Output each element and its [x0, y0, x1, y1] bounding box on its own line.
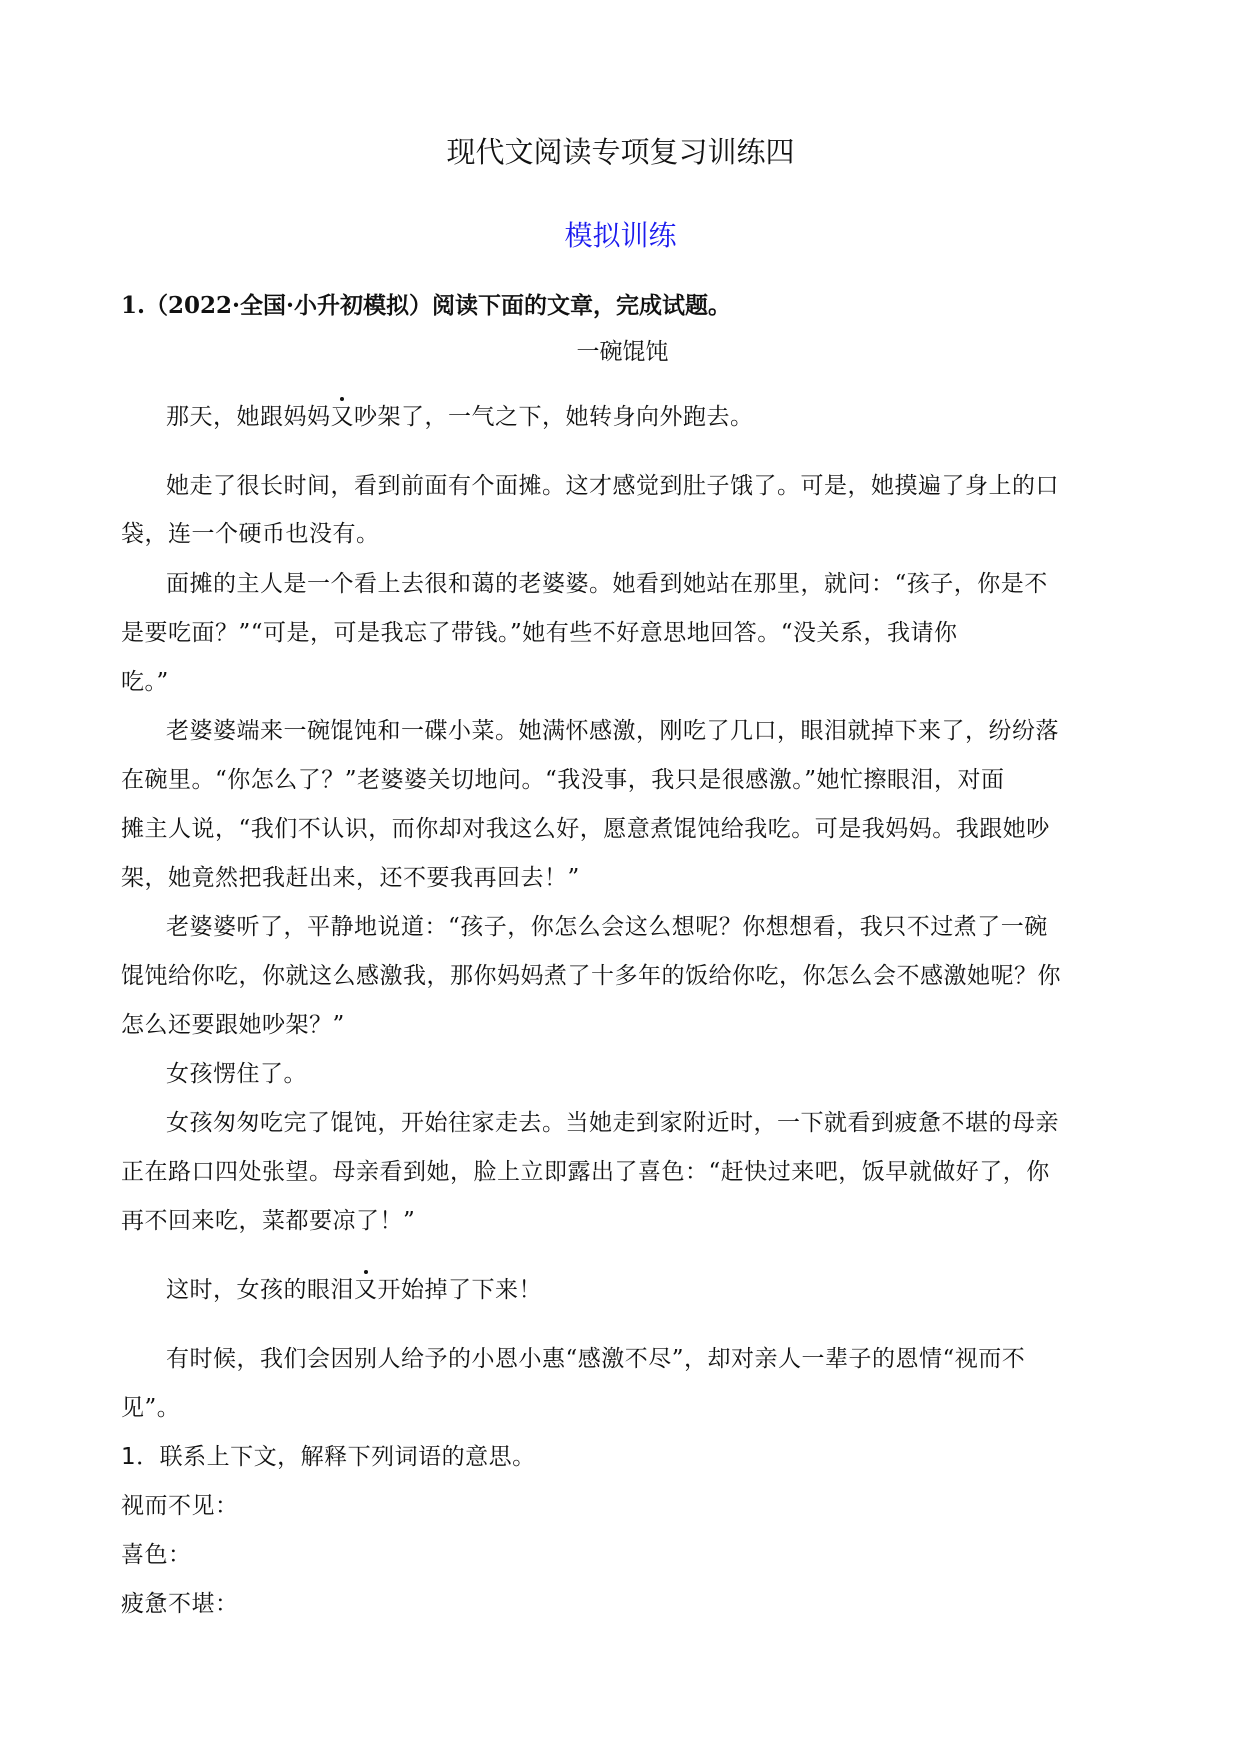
paragraph-line: 摊主人说，“我们不认识，而你却对我这么好，愿意煮馄饨给我吃。可是我妈妈。我跟她吵: [121, 816, 1050, 842]
paragraph-line: 怎么还要跟她吵架？”: [121, 1012, 345, 1038]
text-segment: 吵架了，一气之下，她转身向外跑去。: [354, 404, 754, 430]
text-segment: 那天，她跟妈妈: [166, 404, 331, 430]
paragraph-line: 吃。”: [121, 669, 169, 695]
paragraph-line: 面摊的主人是一个看上去很和蔼的老婆婆。她看到她站在那里，就问：“孩子，你是不: [166, 571, 1048, 597]
page-title: 现代文阅读专项复习训练四: [446, 135, 795, 169]
paragraph-line: 老婆婆听了，平静地说道：“孩子，你怎么会这么想呢？你想想看，我只不过煮了一碗: [166, 914, 1048, 940]
paragraph-line: 有时候，我们会因别人给予的小恩小惠“感激不尽”，却对亲人一辈子的恩情“视而不: [166, 1346, 1026, 1372]
text-segment: 开始掉了下来！: [377, 1277, 542, 1303]
answer-field-label: 疲惫不堪：: [121, 1591, 239, 1617]
paragraph-line: [166, 401, 754, 433]
question-heading: 1.（2022·全国·小升初模拟）阅读下面的文章，完成试题。: [121, 292, 732, 319]
text-segment: 这时，女孩的眼泪: [166, 1277, 354, 1303]
paragraph-line: 老婆婆端来一碗馄饨和一碟小菜。她满怀感激，刚吃了几口，眼泪就掉下来了，纷纷落: [166, 718, 1059, 744]
paragraph-line: 架，她竟然把我赶出来，还不要我再回去！”: [121, 865, 580, 891]
story-title: 一碗馄饨: [576, 339, 669, 365]
paragraph-line: 她走了很长时间，看到前面有个面摊。这才感觉到肚子饿了。可是，她摸遍了身上的口: [166, 473, 1059, 499]
paragraph-line: 袋，连一个硬币也没有。: [121, 521, 380, 547]
answer-field-label: 喜色：: [121, 1542, 192, 1568]
paragraph-line: 在碗里。“你怎么了？”老婆婆关切地问。“我没事，我只是很感激。”她忙擦眼泪，对面: [121, 767, 1005, 793]
paragraph-line: 馄饨给你吃，你就这么感激我，那你妈妈煮了十多年的饭给你吃，你怎么会不感激她呢？你: [121, 963, 1061, 989]
section-subtitle: 模拟训练: [564, 219, 677, 252]
emphasis-mark-char: 又: [331, 401, 355, 433]
emphasis-mark-char: 又: [354, 1274, 378, 1306]
paragraph-line: [166, 1274, 542, 1306]
answer-field-label: 视而不见：: [121, 1493, 239, 1519]
paragraph-line: 正在路口四处张望。母亲看到她，脸上立即露出了喜色：“赶快过来吧，饭早就做好了，你: [121, 1159, 1050, 1185]
paragraph-line: 再不回来吃，菜都要凉了！”: [121, 1208, 416, 1234]
paragraph-line: 女孩愣住了。: [166, 1061, 307, 1087]
paragraph-line: 是要吃面？”“可是，可是我忘了带钱。”她有些不好意思地回答。“没关系，我请你: [121, 620, 958, 646]
paragraph-line: 见”。: [121, 1395, 181, 1421]
question-prompt: 1．联系上下文，解释下列词语的意思。: [121, 1444, 536, 1470]
paragraph-line: 女孩匆匆吃完了馄饨，开始往家走去。当她走到家附近时，一下就看到疲惫不堪的母亲: [166, 1110, 1059, 1136]
